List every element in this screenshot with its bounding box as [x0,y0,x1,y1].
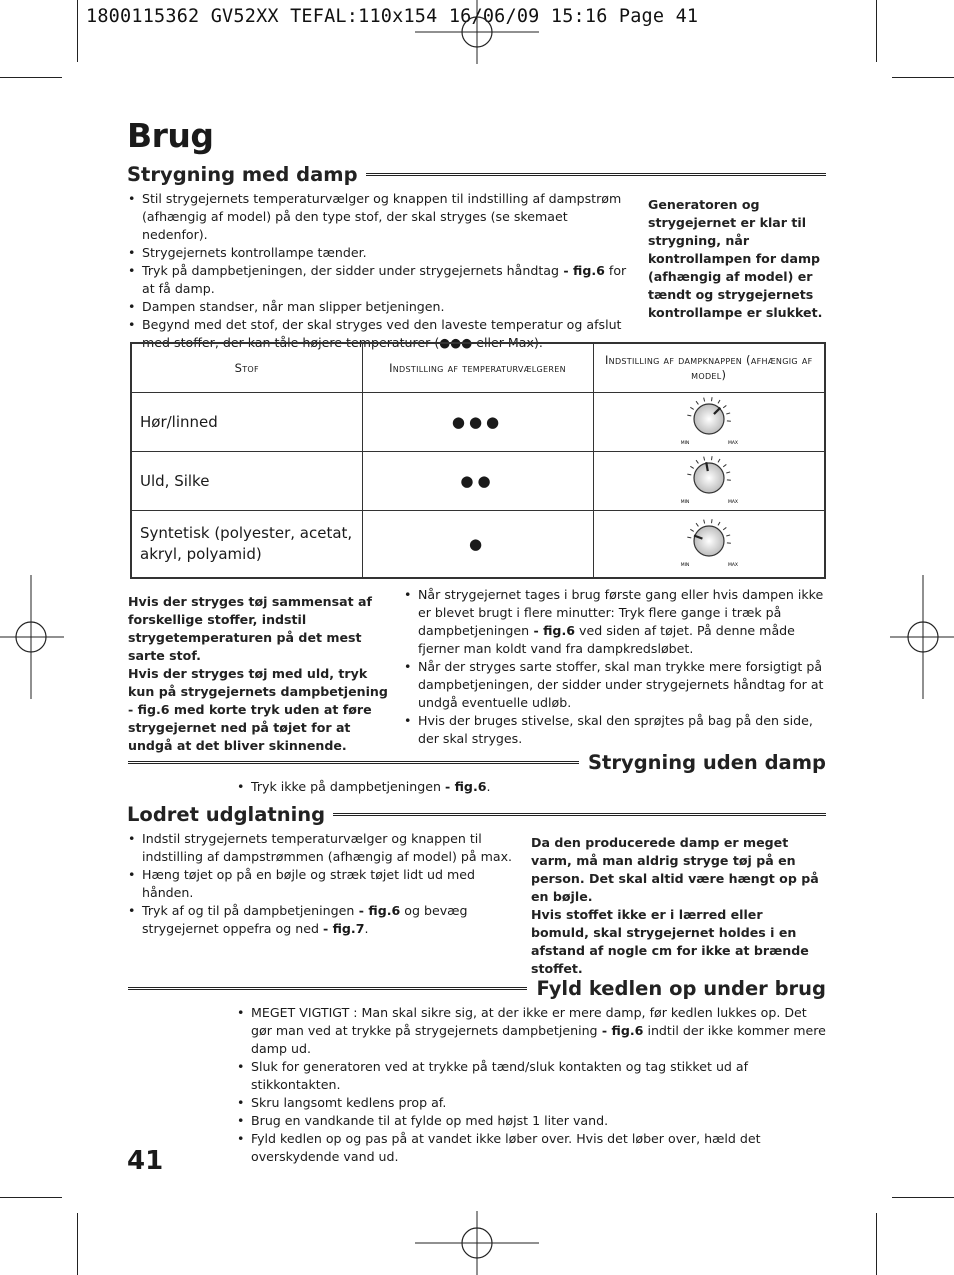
table-row [131,452,825,511]
steam-dial-max-icon [593,393,825,452]
page-title: Brug [127,116,214,155]
svg-text:MIN: MIN [680,441,690,446]
mixed-bullet-list [404,586,826,748]
vertical-bullet-list [128,830,520,938]
section-heading-vertical: Lodret udglatning [127,803,826,826]
table-header-fabric: Stof [131,343,362,393]
crop-mark [77,0,78,62]
steam-note: Generatoren og strygejernet er klar til strygning, når kontrollampen for damp (afhængig af model) er tændt og strygejernets kontrollampe er slukket. [648,197,823,320]
svg-text:MAX: MAX [727,441,738,446]
temperature-dots: ●●● [362,393,593,452]
registration-mark-icon [415,0,539,64]
table-header-row [131,343,825,393]
list-item: • MEGET VIGTIGT : Man skal sikre sig, at der ikke er mere damp, før kedlen lukkes op. Det gør man ved at trykke på strygejernets dampbetjening - fig.6 indtil der ikke kommer mere damp ud. [237,1004,826,1058]
crop-mark [0,1197,62,1198]
registration-mark-icon [415,1211,539,1275]
svg-text:MIN: MIN [680,563,690,568]
page-number: 41 [127,1146,164,1176]
settings-table [130,342,826,579]
steam-dial-min-icon [593,511,825,579]
list-item: • Hæng tøjet op på en bøjle og stræk tøjet lidt ud med hånden. [128,866,520,902]
section-heading-no-steam: Strygning uden damp [128,751,826,774]
refill-bullet-list [237,1004,826,1166]
fabric-cell: Uld, Silke [131,452,362,511]
crop-mark [876,1213,877,1275]
crop-mark [876,0,877,62]
heading-rule [333,813,826,816]
list-item: • Strygejernets kontrollampe tænder. [128,244,636,262]
crop-mark [892,77,954,78]
list-item: • Når strygejernet tages i brug første gang eller hvis dampen ikke er blevet brugt i flere minutter: Tryk flere gange i træk på dampbetjeningen - fig.6 ved siden af tøjet. På denne måde fjerner man koldt vand fra dampkredsløbet. [404,586,826,658]
list-item: • Hvis der bruges stivelse, skal den sprøjtes på bag på den side, der skal stryges. [404,712,826,748]
list-item: • Tryk på dampbetjeningen, der sidder under strygejernets håndtag - fig.6 for at få damp. [128,262,636,298]
registration-mark-icon [0,575,64,699]
table-header-temperature: Indstilling af temperaturvælgeren [362,343,593,393]
registration-mark-icon [890,575,954,699]
list-item: • Skru langsomt kedlens prop af. [237,1094,826,1112]
svg-text:MAX: MAX [727,563,738,568]
list-item: • Indstil strygejernets temperaturvælger og knappen til indstilling af dampstrømmen (afhængig af model) på max. [128,830,520,866]
list-item: • Stil strygejernets temperaturvælger og knappen til indstilling af dampstrøm (afhængig af model) på den type stof, der skal stryges (se skemaet nedenfor). [128,190,636,244]
print-header: 1800115362 GV52XX TEFAL:110x154 16/06/09 15:16 Page 41 [86,6,699,27]
table-row [131,393,825,452]
heading-rule [366,173,826,176]
list-item: • Dampen standser, når man slipper betjeningen. [128,298,636,316]
crop-mark [77,1213,78,1275]
no-steam-bullet-list [237,778,826,796]
temperature-dots: ●● [362,452,593,511]
temperature-dots: ● [362,511,593,579]
list-item: • Tryk af og til på dampbetjeningen - fig.6 og bevæg strygejernet oppefra og ned - fig.7. [128,902,520,938]
section-heading-steam: Strygning med damp [127,163,826,186]
steam-dial-mid-icon [593,452,825,511]
heading-rule [128,761,579,764]
mixed-fabric-note: Hvis der stryges tøj sammensat af forskellige stoffer, indstil strygetemperaturen på det mest sarte stof. Hvis der stryges tøj med uld, tryk kun på strygejernets dampbetjening - fig.6 med korte tryk uden at føre strygejernet ned på tøjet for at undgå at det bliver skinnende. [128,594,388,753]
fabric-cell: Syntetisk (polyester, acetat, akryl, polyamid) [131,511,362,579]
heading-rule [128,987,527,990]
crop-mark [892,1197,954,1198]
list-item: • Begynd med det stof, der skal stryges ved den laveste temperatur og afslut med stoffer, der kan tåle højere temperaturer (●●● eller Max). [128,316,636,352]
crop-mark [0,77,62,78]
fabric-cell: Hør/linned [131,393,362,452]
list-item: • Fyld kedlen op og pas på at vandet ikke løber over. Hvis det løber over, hæld det overskydende vand ud. [237,1130,826,1166]
svg-text:MAX: MAX [727,500,738,505]
section-heading-refill: Fyld kedlen op under brug [128,977,826,1000]
list-item: • Når der stryges sarte stoffer, skal man trykke mere forsigtigt på dampbetjeningen, der sidder under strygejernets håndtag for at undgå eventuelle udløb. [404,658,826,712]
vertical-note: Da den producerede damp er meget varm, må man aldrig stryge tøj på en person. Det skal altid være hængt op på en bøjle. Hvis stoffet ikke er i lærred eller bomuld, skal strygejernet holdes i en afstand af nogle cm for ikke at brænde stoffet. [531,835,819,976]
table-row [131,511,825,579]
steam-bullet-list [128,190,636,352]
list-item: • Tryk ikke på dampbetjeningen - fig.6. [237,778,826,796]
table-header-steam: Indstilling af dampknappen (afhængig af model) [593,343,825,393]
list-item: • Brug en vandkande til at fylde op med højst 1 liter vand. [237,1112,826,1130]
svg-text:MIN: MIN [680,500,690,505]
list-item: • Sluk for generatoren ved at trykke på tænd/sluk kontakten og tag stikket ud af stikkontakten. [237,1058,826,1094]
